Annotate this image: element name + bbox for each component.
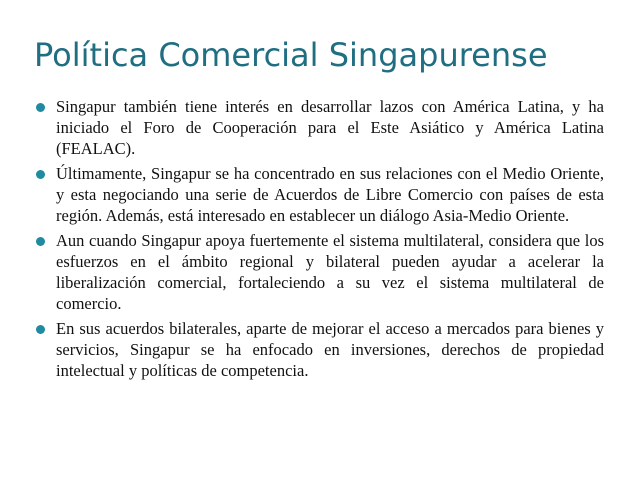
slide-title: Política Comercial Singapurense [34, 36, 548, 74]
bullet-dot-icon [36, 237, 45, 246]
bullet-dot-icon [36, 325, 45, 334]
bullet-text: Aun cuando Singapur apoya fuertemente el sistema multilateral, considera que los esfuerzos en el ámbito regional y bilateral pueden ayudar a acelerar la liberalización comercial, fortaleciendo a su vez el sistema multilateral de comercio. [56, 231, 604, 313]
bullet-text: Singapur también tiene interés en desarrollar lazos con América Latina, y ha iniciado el Foro de Cooperación para el Este Asiático y América Latina (FEALAC). [56, 97, 604, 158]
bullet-dot-icon [36, 170, 45, 179]
bullet-text: En sus acuerdos bilaterales, aparte de mejorar el acceso a mercados para bienes y servicios, Singapur se ha enfocado en inversiones, derechos de propiedad intelectual y políticas de competencia. [56, 319, 604, 380]
bullet-list [34, 96, 604, 385]
bullet-item [34, 96, 604, 159]
bullet-item [34, 230, 604, 314]
bullet-text: Últimamente, Singapur se ha concentrado en sus relaciones con el Medio Oriente, y esta negociando una serie de Acuerdos de Libre Comercio con países de esta región. Además, está interesado en establecer un diálogo Asia-Medio Oriente. [56, 164, 604, 225]
bullet-item [34, 318, 604, 381]
bullet-dot-icon [36, 103, 45, 112]
bullet-item [34, 163, 604, 226]
